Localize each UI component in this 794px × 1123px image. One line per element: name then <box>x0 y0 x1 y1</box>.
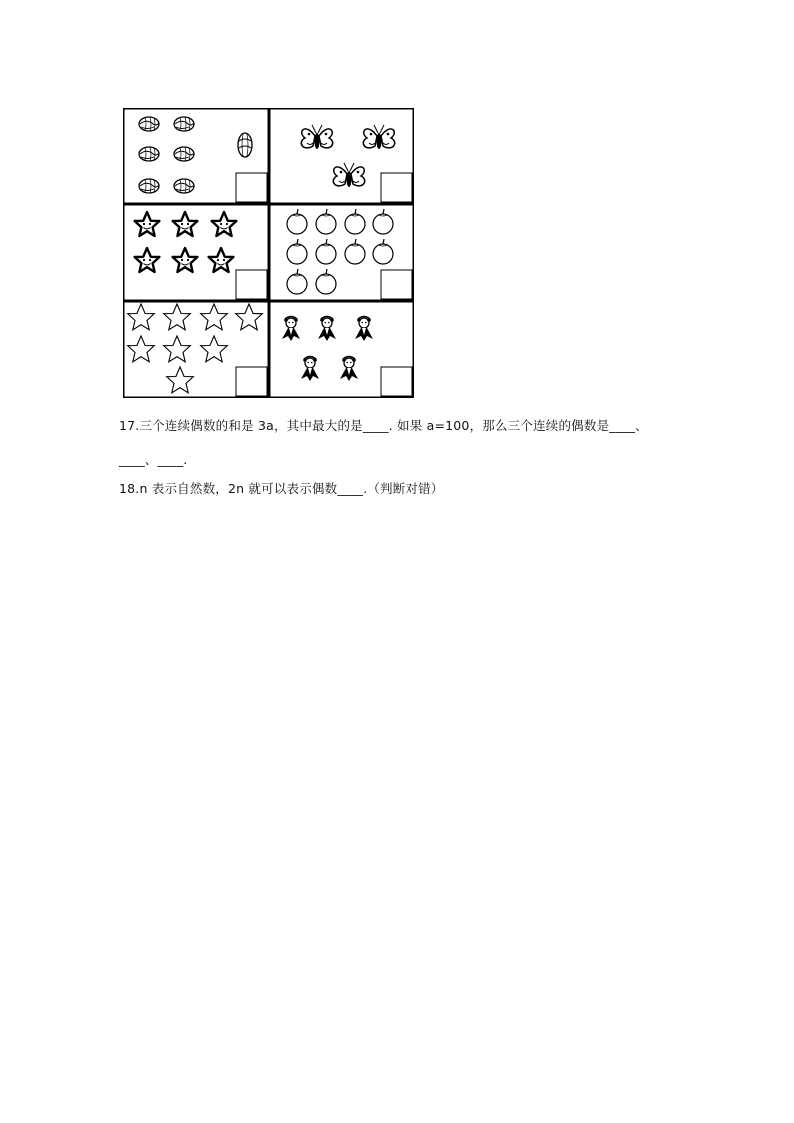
answer-box-2[interactable] <box>381 173 412 202</box>
answer-box-5[interactable] <box>236 367 267 396</box>
cabbage-icon <box>238 133 252 157</box>
answer-box-4[interactable] <box>381 270 412 299</box>
counting-figure <box>123 108 414 398</box>
cabbage-icon <box>174 179 194 193</box>
question-18: 18.n 表示自然数，2n 就可以表示偶数____.（判断对错） <box>119 481 444 496</box>
cabbage-icon <box>174 117 194 131</box>
question-17-line-1: 17.三个连续偶数的和是 3a，其中最大的是____. 如果 a=100，那么三个连续的偶数是____、 <box>119 418 648 433</box>
answer-box-1[interactable] <box>236 173 267 202</box>
cabbage-icon <box>139 179 159 193</box>
question-17-line-2: ____、____. <box>119 452 188 467</box>
cabbage-icon <box>139 147 159 161</box>
cabbage-icon <box>174 147 194 161</box>
answer-box-3[interactable] <box>236 270 267 299</box>
panels-layer <box>124 109 414 398</box>
cabbage-icon <box>139 117 159 131</box>
answer-box-6[interactable] <box>381 367 412 396</box>
